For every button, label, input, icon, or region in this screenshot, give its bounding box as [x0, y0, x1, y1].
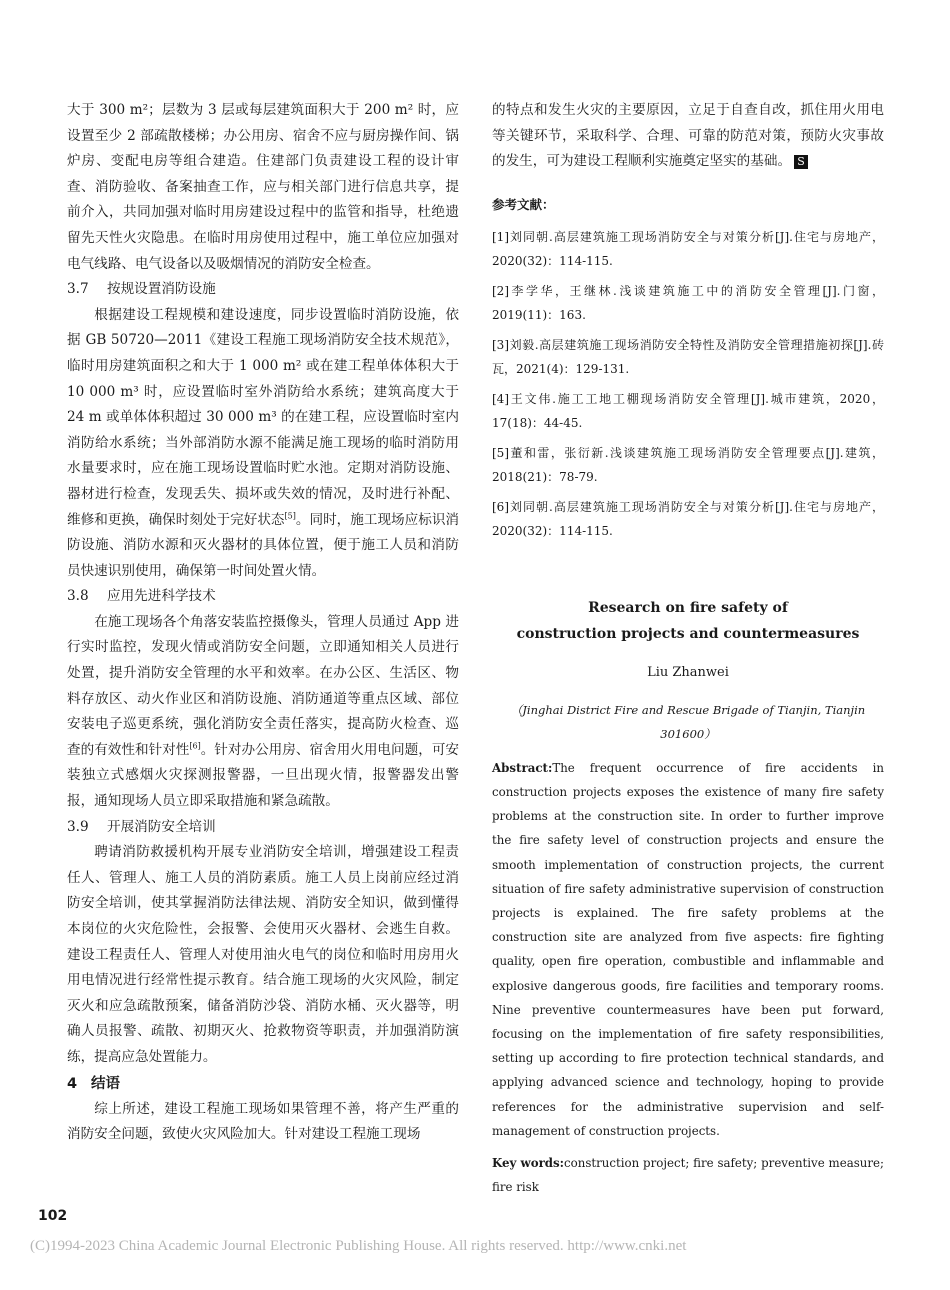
references-list — [492, 225, 884, 543]
english-affiliation: （Jinghai District Fire and Rescue Brigade of Tianjin, Tianjin 301600） — [510, 702, 866, 741]
section-heading-4 — [67, 1071, 459, 1097]
abstract-label: Abstract: — [492, 760, 553, 775]
section-heading-3-7 — [67, 277, 459, 303]
reference-item: [6]刘同朝.高层建筑施工现场消防安全与对策分析[J].住宅与房地产，2020(32)：114-115. — [492, 499, 884, 538]
reference-item: [5]董和雷，张衍新.浅谈建筑施工现场消防安全管理要点[J].建筑，2018(21)：78-79. — [492, 445, 884, 484]
right-column — [492, 98, 884, 1199]
abstract-text: The frequent occurrence of fire accidents in construction projects exposes the existence of many fire safety problems at the construction site. In order to further improve the fire safety level of construction projects and ensure the smooth implementation of construction projects, the current situation of fire safety administrative supervision of construction projects is explained. The fire safety problems at the construction site are analyzed from five aspects: fire fighting quality, open fire operation, combustible and inflammable and explosive dangerous goods, fire facilities and temporary rooms. Nine preventive countermeasures have been put forward, focusing on the implementation of fire safety responsibilities, setting up according to fire protection technical standards, and applying advanced science and technology, hoping to provide references for the administrative supervision and self-management of construction projects. — [492, 760, 884, 1138]
copyright-watermark: (C)1994-2023 China Academic Journal Electronic Publishing House. All rights reserved. http://www.cnki.net — [30, 1238, 687, 1254]
section-number: 3.8 — [67, 588, 89, 605]
english-abstract — [492, 756, 884, 1143]
references-title: 参考文献： — [492, 196, 555, 212]
english-keywords — [492, 1151, 884, 1199]
citation-ref: [6] — [189, 741, 201, 751]
paragraph-conclusion: 综上所述，建设工程施工现场如果管理不善，将产生严重的消防安全问题，致使火灾风险加大。针对建设工程施工现场 — [67, 1100, 459, 1143]
paragraph-training: 聘请消防救援机构开展专业消防安全培训，增强建设工程责任人、管理人、施工人员的消防素质。施工人员上岗前应经过消防安全培训，使其掌握消防法律法规、消防安全知识，做到懂得本岗位的火灾危险性，会报警、会使用灭火器材、会逃生自救。建设工程责任人、管理人对使用油火电气的岗位和临时用房用火用电情况进行经常性提示教育。结合施工现场的火灾风险，制定灭火和应急疏散预案，储备消防沙袋、消防水桶、灭火器等，明确人员报警、疏散、初期灭火、抢救物资等职责，并加强消防演练，提高应急处置能力。 — [67, 844, 459, 1065]
keywords-text: construction project; fire safety; preventive measure; fire risk — [492, 1156, 884, 1195]
english-author: Liu Zhanwei — [647, 664, 729, 680]
reference-item: [2]李学华，王继林.浅谈建筑施工中的消防安全管理[J].门窗，2019(11)：163. — [492, 283, 884, 322]
section-heading-3-8 — [67, 584, 459, 610]
section-heading-3-9 — [67, 815, 459, 841]
section-number: 3.9 — [67, 818, 89, 835]
section-number: 3.7 — [67, 281, 89, 298]
paragraph-text: 的特点和发生火灾的主要原因，立足于自查自改，抓住用火用电等关键环节，采取科学、合理、可靠的防范对策，预防火灾事故的发生，可为建设工程顺利实施奠定坚实的基础。 — [492, 102, 884, 170]
left-column — [67, 98, 459, 1148]
reference-item: [3]刘毅.高层建筑施工现场消防安全特性及消防安全管理措施初探[J].砖瓦，2021(4)：129-131. — [492, 337, 884, 376]
section-title: 应用先进科学技术 — [107, 588, 216, 605]
english-title-line-1: Research on fire safety of — [588, 599, 788, 616]
paragraph-conclusion-continued — [492, 98, 884, 175]
paragraph-text: 根据建设工程规模和建设速度，同步设置临时消防设施，依据 GB 50720—2011《建设工程施工现场消防安全技术规范》，临时用房建筑面积之和大于 1 000 m² 或在建工程单体体积大于 10 000 m³ 时，应设置临时室外消防给水系统；建筑高度大于 24 m 或单体体积超过 30 000 m³ 的在建工程，应设置临时室内消防给水系统；当外部消防水源不能满足施工现场的临时消防用水量要求时，应在施工现场设置临时贮水池。定期对消防设施、器材进行检查，发现丢失、损坏或失效的情况，及时进行补配、维修和更换，确保时刻处于完好状态 — [67, 306, 459, 528]
section-title: 结语 — [91, 1075, 120, 1092]
reference-item: [4]王文伟.施工工地工棚现场消防安全管理[J].城市建筑，2020，17(18)：44-45. — [492, 391, 884, 430]
end-of-article-icon: S — [794, 155, 808, 169]
paragraph-technology — [67, 610, 459, 815]
page-number: 102 — [38, 1208, 68, 1224]
paragraph-temp-housing: 大于 300 m²；层数为 3 层或每层建筑面积大于 200 m² 时，应设置至少 2 部疏散楼梯；办公用房、宿舍不应与厨房操作间、锅炉房、变配电房等组合建造。住建部门负责建设工程的设计审查、消防验收、备案抽查工作，应与相关部门进行信息共享，提前介入，共同加强对临时用房建设过程中的监管和指导，杜绝遗留先天性火灾隐患。在临时用房使用过程中，施工单位应加强对电气线路、电气设备以及吸烟情况的消防安全检查。 — [67, 102, 459, 272]
section-number: 4 — [67, 1075, 78, 1092]
reference-item: [1]刘同朝.高层建筑施工现场消防安全与对策分析[J].住宅与房地产，2020(32)：114-115. — [492, 229, 884, 268]
paragraph-text: 在施工现场各个角落安装监控摄像头，管理人员通过 App 进行实时监控，发现火情或消防安全问题，立即通知相关人员进行处置，提升消防安全管理的水平和效率。在办公区、生活区、物料存放区、动火作业区和消防设施、消防通道等重点区域、部位安装电子巡更系统，强化消防安全责任落实，提高防火检查、巡查的有效性和针对性 — [67, 613, 459, 758]
english-title-line-2: construction projects and countermeasures — [516, 625, 860, 642]
english-title — [492, 595, 884, 647]
keywords-label: Key words: — [492, 1156, 565, 1171]
citation-ref: [5] — [284, 510, 296, 520]
paragraph-text: 。针对办公用房、宿舍用火用电问题，可安装独立式感烟火灾探测报警器，一旦出现火情，报警器发出警报，通知现场人员立即采取措施和紧急疏散。 — [67, 741, 460, 810]
section-title: 开展消防安全培训 — [107, 818, 216, 835]
paragraph-text: 。同时，施工现场应标识消防设施、消防水源和灭火器材的具体位置，便于施工人员和消防员快速识别使用，确保第一时间处置火情。 — [67, 511, 460, 579]
paragraph-fire-facilities — [67, 303, 459, 585]
section-title: 按规设置消防设施 — [107, 281, 216, 298]
